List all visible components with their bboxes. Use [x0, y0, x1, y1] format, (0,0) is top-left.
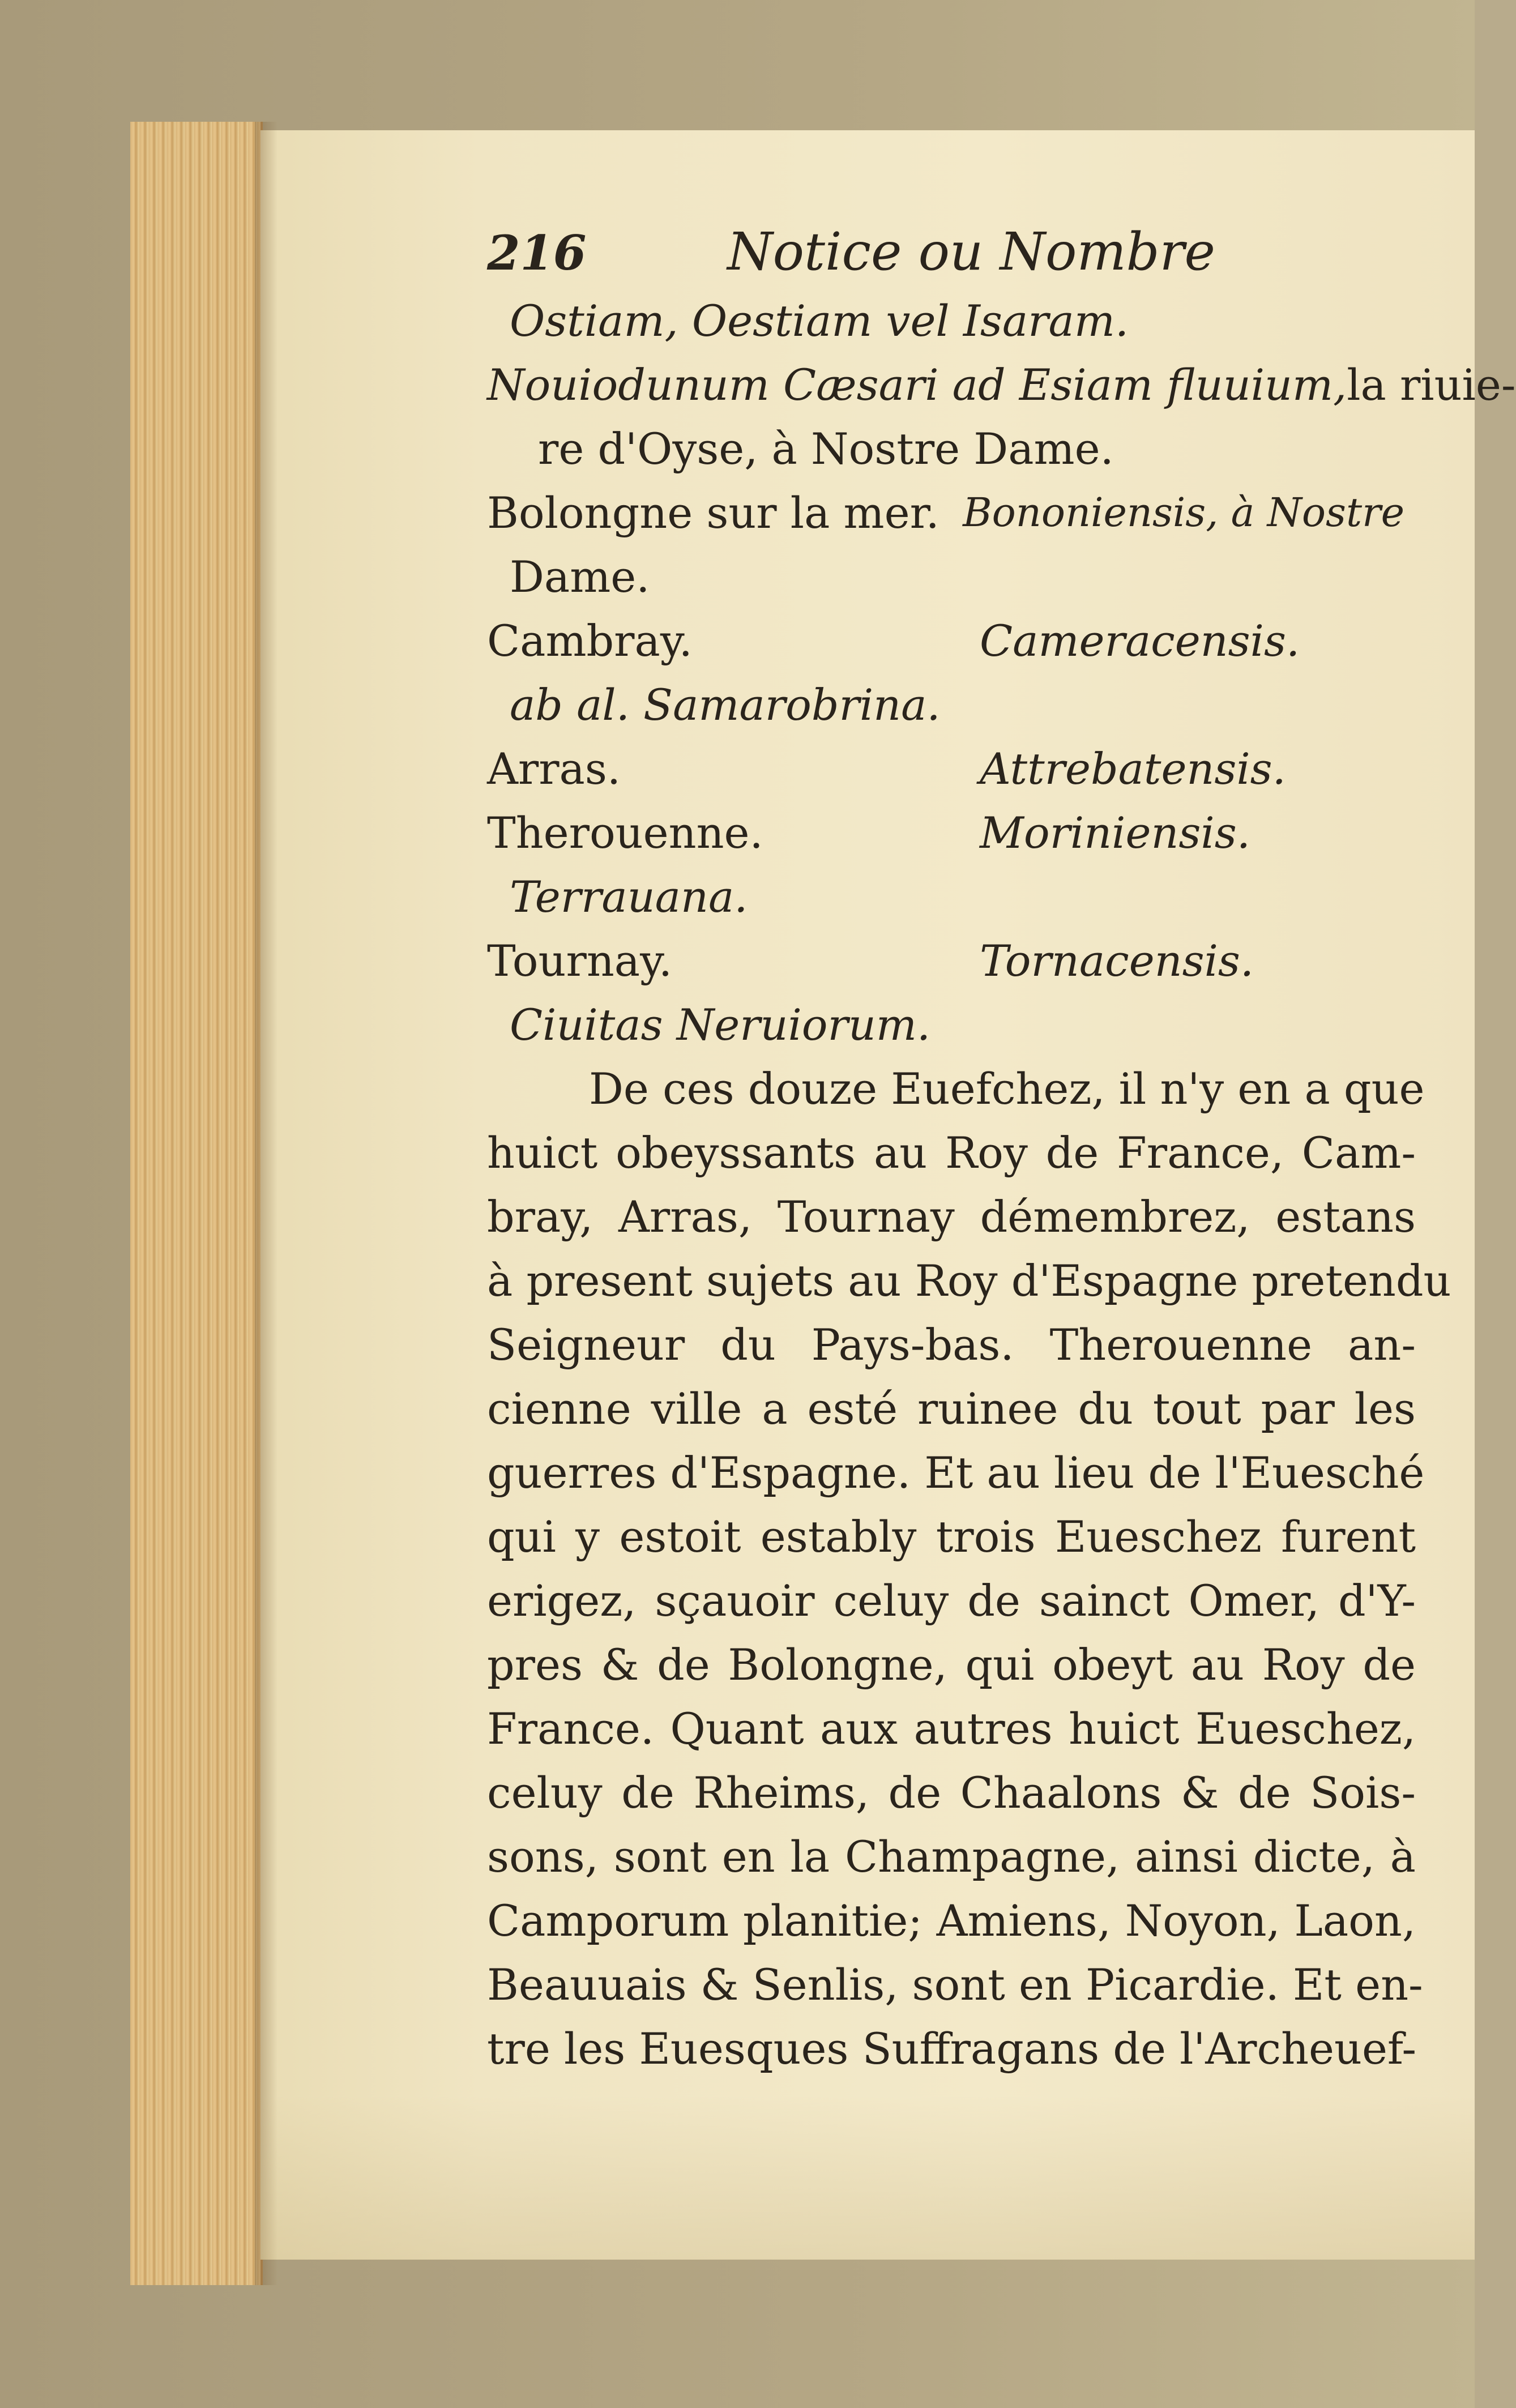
list-item	[487, 353, 1516, 417]
list-item	[487, 481, 1416, 545]
list-item-left: Cambray.	[487, 616, 693, 666]
list-item	[487, 417, 1416, 481]
paragraph-line: cienne ville a esté ruinee du tout par les	[487, 1384, 1416, 1434]
paragraph-line: sons, sont en la Champagne, ainsi dicte, à	[487, 1831, 1416, 1882]
paragraph-line: Beauuais & Senlis, sont en Picardie. Et en-	[487, 1959, 1423, 2010]
list-item-left: Nouiodunum Cæsari ad Esiam fluuium,	[487, 360, 1347, 410]
paragraph-line: tre les Euesques Suffragans de l'Archeuef-	[487, 2023, 1417, 2074]
list-item-left: Ostiam, Oestiam vel Isaram.	[510, 296, 1129, 346]
paragraph-line: huict obeyssants au Roy de France, Cam-	[487, 1128, 1416, 1178]
list-item	[487, 929, 1416, 993]
list-item-left: Ciuitas Neruiorum.	[510, 1000, 931, 1050]
list-item-right: Tornacensis.	[980, 936, 1254, 986]
paragraph-line: guerres d'Espagne. Et au lieu de l'Euesché	[487, 1448, 1425, 1498]
paragraph-line: celuy de Rheims, de Chaalons & de Sois-	[487, 1767, 1416, 1818]
paragraph-line: De ces douze Euefchez, il n'y en a que	[589, 1064, 1425, 1114]
paragraph-line: Seigneur du Pays-bas. Therouenne an-	[487, 1320, 1416, 1370]
list-item	[487, 609, 1416, 673]
paragraph-line: qui y estoit estably trois Eueschez furent	[487, 1512, 1416, 1562]
list-item-right: Bononiensis, à Nostre	[963, 489, 1404, 536]
list-item	[487, 545, 1416, 609]
spine-shadow	[255, 122, 277, 2285]
paragraph-line: à present sujets au Roy d'Espagne pretendu	[487, 1256, 1451, 1306]
list-item-left: re d'Oyse, à Nostre Dame.	[538, 424, 1114, 474]
list-item-right: la riuie-	[1347, 360, 1516, 410]
list-item-left: Tournay.	[487, 936, 673, 986]
list-item	[487, 673, 1416, 737]
list-item-right: Attrebatensis.	[980, 744, 1286, 794]
list-item-left: ab al. Samarobrina.	[510, 680, 941, 730]
page-shade	[261, 2095, 1475, 2260]
running-title: Notice ou Nombre	[727, 221, 1215, 282]
page-number: 216	[487, 225, 587, 281]
list-item-left: Arras.	[487, 744, 621, 794]
list-item-left: Bolongne sur la mer.	[487, 488, 940, 538]
paragraph-line: Camporum planitie; Amiens, Noyon, Laon,	[487, 1895, 1416, 1946]
list-item	[487, 801, 1416, 865]
list-item	[487, 737, 1416, 801]
list-item-right: Moriniensis.	[980, 808, 1250, 858]
paragraph-line: erigez, sçauoir celuy de sainct Omer, d'Y-	[487, 1576, 1416, 1626]
list-item	[487, 289, 1416, 353]
page-text-block	[487, 215, 1516, 2081]
list-item-left: Therouenne.	[487, 808, 763, 858]
book-page-edges	[130, 122, 263, 2285]
list-item	[487, 993, 1416, 1057]
list-item-right: Cameracensis.	[980, 616, 1300, 666]
paragraph-line: pres & de Bolongne, qui obeyt au Roy de	[487, 1640, 1416, 1690]
list-item	[487, 865, 1416, 929]
list-item-left: Dame.	[510, 552, 650, 602]
body-paragraph	[487, 1057, 1451, 2081]
paragraph-line: bray, Arras, Tournay démembrez, estans	[487, 1192, 1416, 1242]
list-item-left: Terrauana.	[510, 872, 748, 922]
paragraph-line: France. Quant aux autres huict Eueschez,	[487, 1703, 1416, 1754]
page-header	[487, 215, 1416, 289]
